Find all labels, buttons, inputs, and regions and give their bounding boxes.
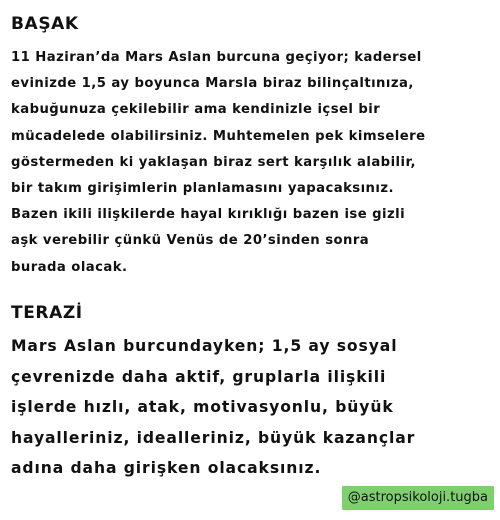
body-line: aşk verebilir çünkü Venüs de 20’sinden sonra [11,233,370,249]
body-line: göstermeden ki yaklaşan biraz sert karşılık alabilir, [11,154,416,170]
section-title-basak: BAŞAK [11,14,79,34]
body-line: Mars Aslan burcundayken; 1,5 ay sosyal [11,337,398,355]
body-line: kabuğunuza çekilebilir ama kendinizle içsel bir [11,102,381,118]
section-body-basak [11,45,495,281]
section-title-terazi: TERAZİ [11,303,83,323]
body-line: işlerde hızlı, atak, motivasyonlu, büyük [11,398,394,417]
watermark-handle: @astropsikoloji.tugba [342,486,494,510]
body-line: çevrenizde daha aktif, gruplarla ilişkili [11,367,387,386]
body-line: adına daha girişken olacaksınız. [11,459,322,478]
section-body-terazi [11,331,495,484]
body-line: mücadelede olabilirsiniz. Muhtemelen pek kimselere [11,128,426,144]
body-line: evinizde 1,5 ay boyunca Marsla biraz bilinçaltınıza, [11,76,414,92]
body-line: burada olacak. [11,259,128,275]
body-line: Bazen ikili ilişkilerde hayal kırıklığı bazen ise gizli [11,207,406,223]
body-line: 11 Haziran’da Mars Aslan burcuna geçiyor; kadersel [11,50,422,65]
body-line: bir takım girişimlerin planlamasını yapacaksınız. [11,181,394,197]
body-line: hayalleriniz, idealleriniz, büyük kazançlar [11,428,416,447]
